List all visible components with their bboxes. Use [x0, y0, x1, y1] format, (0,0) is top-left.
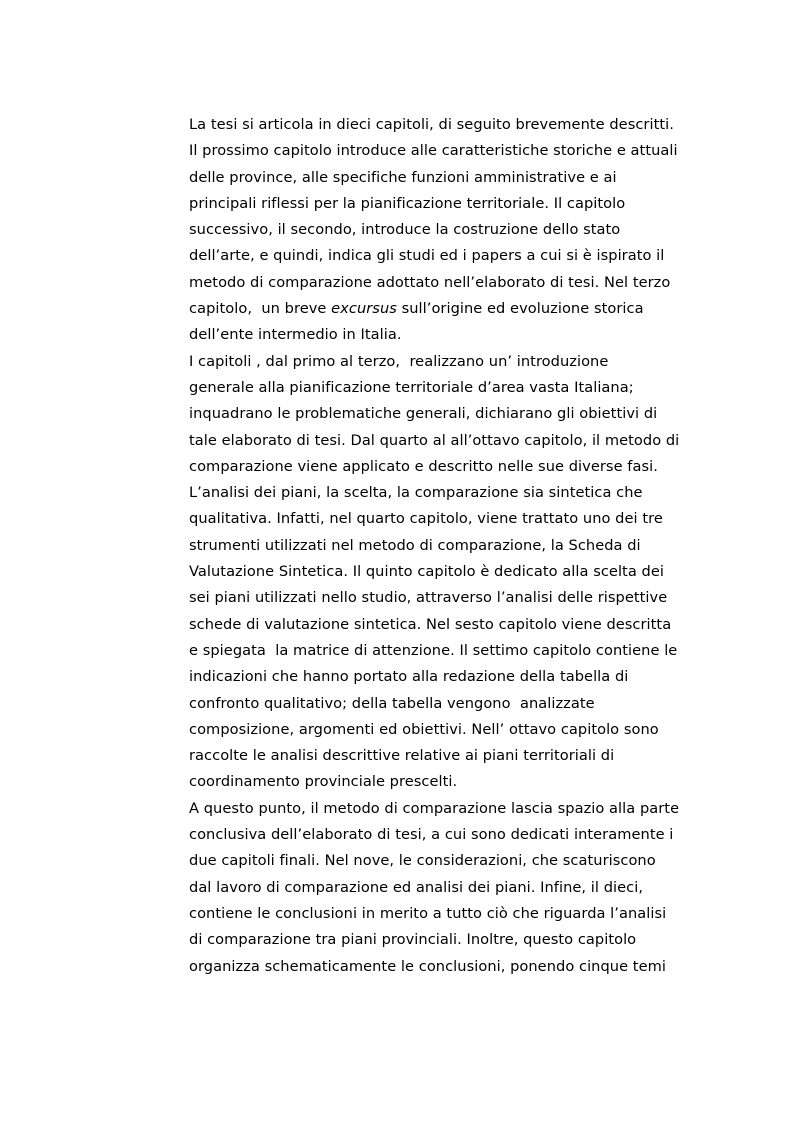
text-line: dell’arte, e quindi, indica gli studi ed i papers a cui si è ispirato il: [189, 247, 665, 265]
text-line: indicazioni che hanno portato alla redazione della tabella di: [189, 668, 629, 686]
text-line: conclusiva dell’elaborato di tesi, a cui sono dedicati interamente i: [189, 826, 674, 844]
text-line: Il prossimo capitolo introduce alle caratteristiche storiche e attuali: [189, 142, 678, 160]
text-line: L’analisi dei piani, la scelta, la comparazione sia sintetica che: [189, 484, 643, 502]
text-line: strumenti utilizzati nel metodo di comparazione, la Scheda di: [189, 536, 641, 554]
body-text: [189, 112, 689, 980]
text-line: successivo, il secondo, introduce la costruzione dello stato: [189, 221, 621, 239]
text-line: Valutazione Sintetica. Il quinto capitolo è dedicato alla scelta dei: [189, 563, 664, 581]
text-line: generale alla pianificazione territoriale d’area vasta Italiana;: [189, 378, 634, 396]
text-line: delle province, alle specifiche funzioni amministrative e ai: [189, 168, 617, 186]
emphasis-word: excursus: [331, 300, 397, 318]
text-line: I capitoli , dal primo al terzo, realizzano un’ introduzione: [189, 352, 609, 370]
text-line: di comparazione tra piani provinciali. Inoltre, questo capitolo: [189, 931, 637, 949]
text-segment: sull’origine ed evoluzione storica: [396, 300, 644, 318]
text-line: e spiegata la matrice di attenzione. Il settimo capitolo contiene le: [189, 641, 678, 659]
text-line: A questo punto, il metodo di comparazione lascia spazio alla parte: [189, 799, 680, 817]
text-line: comparazione viene applicato e descritto nelle sue diverse fasi.: [189, 457, 658, 475]
text-line: organizza schematicamente le conclusioni, ponendo cinque temi: [189, 957, 666, 975]
text-line: principali riflessi per la pianificazione territoriale. Il capitolo: [189, 194, 626, 212]
text-segment: capitolo, un breve: [189, 300, 332, 318]
text-line: inquadrano le problematiche generali, dichiarano gli obiettivi di: [189, 405, 658, 423]
text-line: dell’ente intermedio in Italia.: [189, 326, 402, 344]
text-line-with-emphasis: [189, 296, 689, 322]
text-line: sei piani utilizzati nello studio, attraverso l’analisi delle rispettive: [189, 589, 668, 607]
text-line: schede di valutazione sintetica. Nel sesto capitolo viene descritta: [189, 615, 672, 633]
text-line: confronto qualitativo; della tabella vengono analizzate: [189, 694, 595, 712]
text-line: coordinamento provinciale prescelti.: [189, 773, 458, 791]
text-line: metodo di comparazione adottato nell’elaborato di tesi. Nel terzo: [189, 273, 671, 291]
text-line: qualitativa. Infatti, nel quarto capitolo, viene trattato uno dei tre: [189, 510, 663, 528]
text-line: due capitoli finali. Nel nove, le considerazioni, che scaturiscono: [189, 852, 656, 870]
text-line: tale elaborato di tesi. Dal quarto al all’ottavo capitolo, il metodo di: [189, 431, 680, 449]
text-line: raccolte le analisi descrittive relative ai piani territoriali di: [189, 747, 615, 765]
text-line: composizione, argomenti ed obiettivi. Nell’ ottavo capitolo sono: [189, 720, 659, 738]
text-line: dal lavoro di comparazione ed analisi dei piani. Infine, il dieci,: [189, 878, 644, 896]
text-line: contiene le conclusioni in merito a tutto ciò che riguarda l’analisi: [189, 904, 667, 922]
text-line: La tesi si articola in dieci capitoli, di seguito brevemente descritti.: [189, 116, 674, 133]
